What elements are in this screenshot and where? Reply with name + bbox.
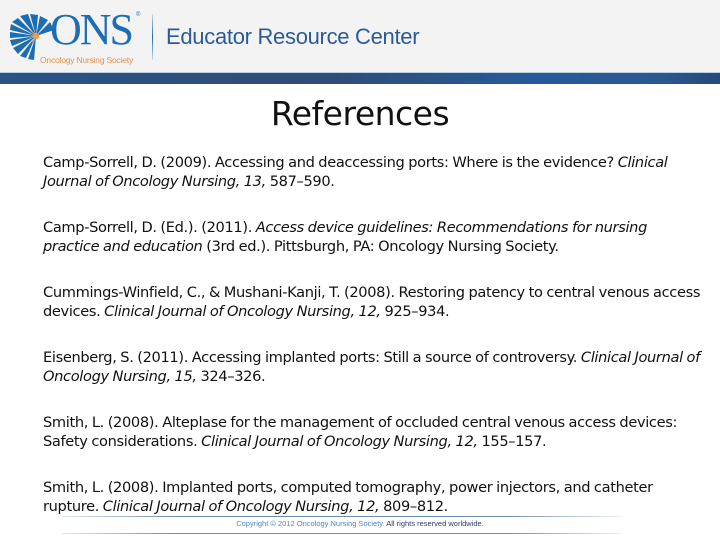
reference-source: Clinical Journal of Oncology Nursing, 12, bbox=[201, 433, 478, 450]
reference-pages: 809–812. bbox=[379, 498, 448, 515]
reference-item bbox=[43, 283, 703, 321]
reference-item bbox=[43, 348, 703, 386]
reference-item bbox=[43, 413, 703, 451]
reference-text: Smith, L. (2008). Implanted ports, computed tomography, power injectors, and catheter rupture. bbox=[43, 479, 653, 515]
reference-text: Camp-Sorrell, D. (2009). Accessing and deaccessing ports: Where is the evidence? bbox=[43, 154, 618, 171]
footer-rule bbox=[62, 516, 622, 517]
rights-text: All rights reserved worldwide. bbox=[384, 519, 484, 528]
header-divider bbox=[152, 14, 153, 60]
reference-item bbox=[43, 218, 703, 256]
ons-acronym: ONS bbox=[50, 5, 133, 54]
reference-list bbox=[43, 153, 703, 540]
ons-full-name: Oncology Nursing Society bbox=[40, 55, 133, 65]
reference-source: Clinical Journal of Oncology Nursing, 15, bbox=[43, 349, 700, 385]
reference-source: Clinical Journal of Oncology Nursing, 12, bbox=[104, 303, 381, 320]
header-accent-bar bbox=[0, 72, 720, 84]
reference-text: Camp-Sorrell, D. (Ed.). (2011). bbox=[43, 219, 256, 236]
reference-text: Smith, L. (2008). Alteplase for the management of occluded central venous access devices: Safety considerations. bbox=[43, 414, 678, 450]
header-banner bbox=[0, 0, 720, 72]
section-title: Educator Resource Center bbox=[166, 24, 420, 49]
reference-item bbox=[43, 153, 703, 191]
reference-source: Clinical Journal of Oncology Nursing, 12, bbox=[102, 498, 380, 515]
reference-item bbox=[43, 478, 703, 516]
footer-rule bbox=[62, 533, 622, 534]
footer-copyright bbox=[0, 519, 720, 528]
reference-source: Clinical Journal of Oncology Nursing, 13, bbox=[43, 154, 668, 190]
registered-mark: ® bbox=[136, 12, 141, 18]
reference-pages: 155–157. bbox=[477, 433, 547, 450]
copyright-text: Copyright © 2012 Oncology Nursing Society. bbox=[236, 519, 385, 528]
page-title: References bbox=[270, 94, 450, 133]
reference-text: Eisenberg, S. (2011). Accessing implanted ports: Still a source of controversy. bbox=[43, 349, 581, 366]
reference-pages: 324–326. bbox=[196, 368, 266, 385]
reference-text: Cummings-Winfield, C., & Mushani-Kanji, T. (2008). Restoring patency to central venous access devices. bbox=[43, 284, 701, 320]
reference-pages: 925–934. bbox=[380, 303, 450, 320]
ons-logo bbox=[8, 5, 148, 65]
reference-source: Access device guidelines: Recommendations for nursing practice and education bbox=[43, 219, 647, 255]
reference-pages: (3rd ed.). Pittsburgh, PA: Oncology Nursing Society. bbox=[202, 238, 559, 255]
reference-pages: 587–590. bbox=[265, 173, 335, 190]
